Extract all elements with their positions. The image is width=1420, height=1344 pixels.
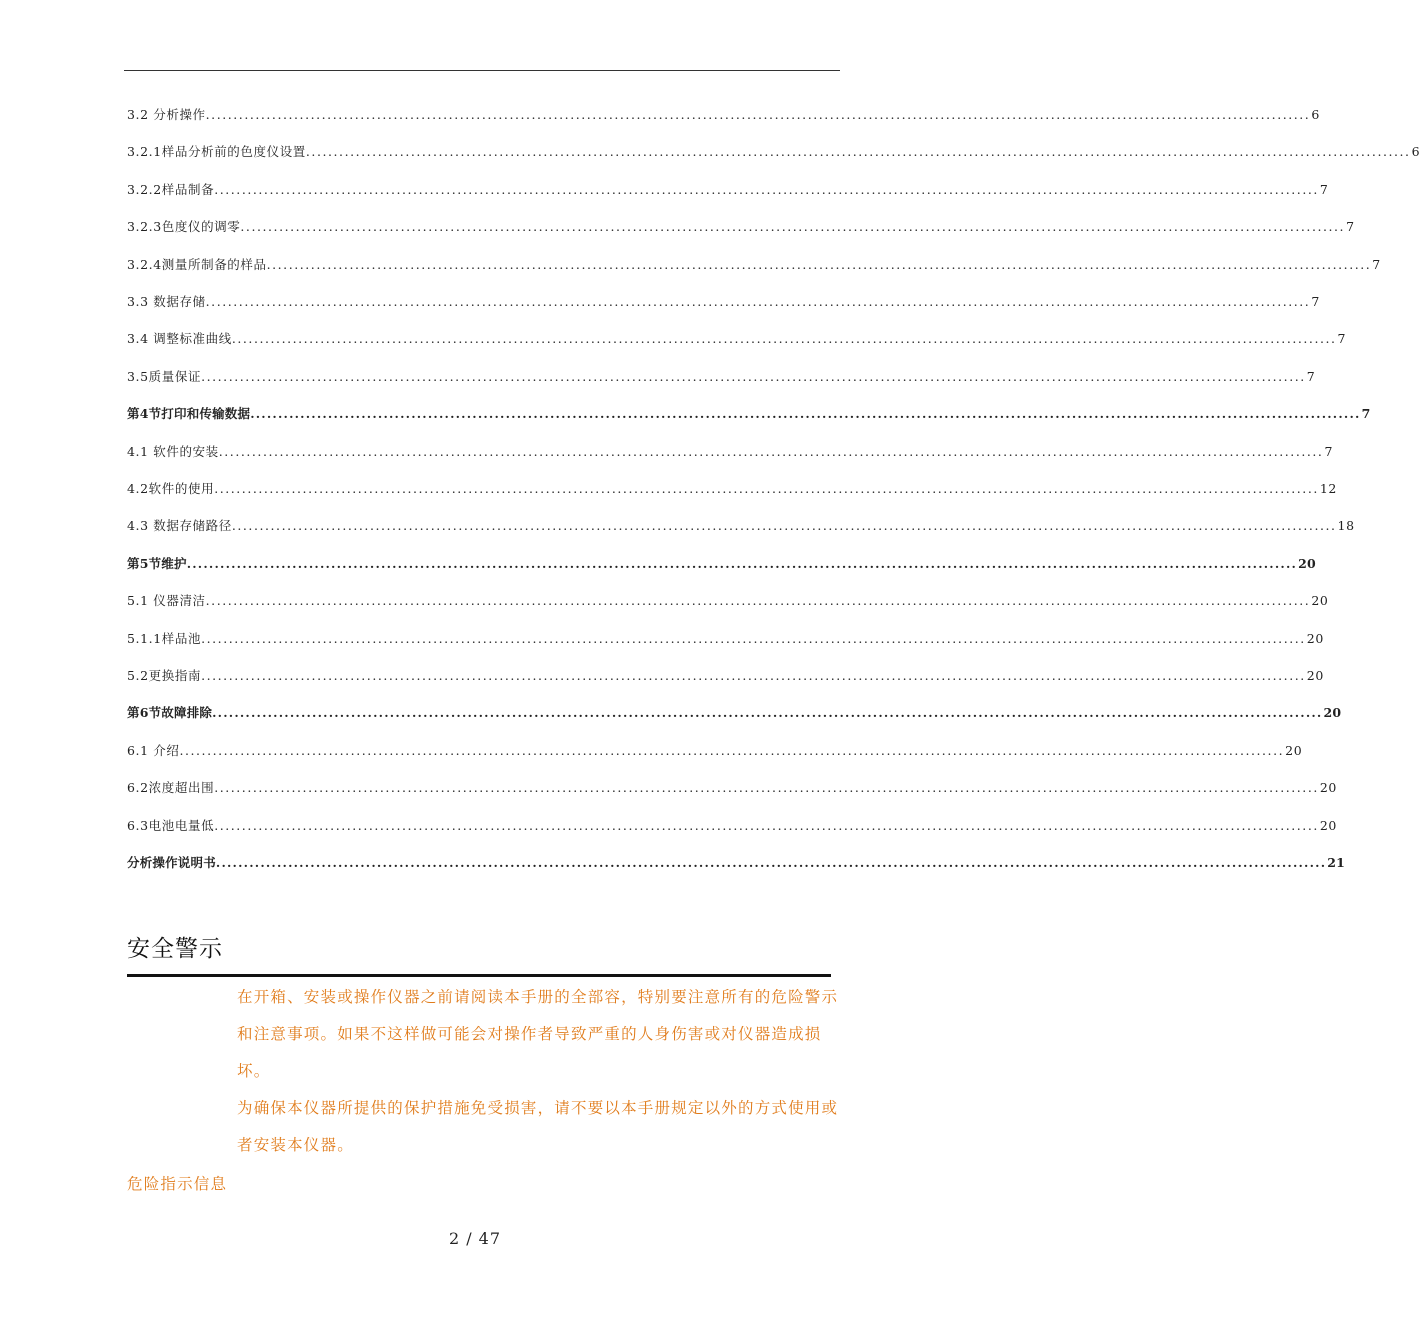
toc-entry-label: 4.2软件的使用 (127, 481, 215, 496)
toc-entry[interactable] (127, 292, 1320, 312)
toc-entry-label: 3.5质量保证 (127, 369, 202, 384)
toc-leader-dots: ........................................................................................................................................................................................................ (201, 369, 1306, 384)
toc-leader-dots: ........................................................................................................................................................................................................ (212, 705, 1323, 720)
toc-leader-dots: ........................................................................................................................................................................................................ (201, 668, 1306, 683)
toc-entry-page-number: 12 (1319, 481, 1337, 496)
toc-entry[interactable] (127, 591, 1329, 611)
toc-leader-dots: ........................................................................................................................................................................................................ (205, 107, 1311, 122)
toc-entry[interactable] (127, 853, 1346, 873)
toc-entry-page-number: 20 (1306, 631, 1324, 646)
toc-entry[interactable] (127, 142, 1420, 162)
header-rule (124, 70, 840, 71)
toc-entry-page-number: 21 (1327, 855, 1346, 870)
toc-entry[interactable] (127, 404, 1371, 424)
toc-entry-page-number: 18 (1337, 518, 1355, 533)
toc-leader-dots: ........................................................................................................................................................................................................ (201, 631, 1306, 646)
toc-entry-label: 3.2 分析操作 (127, 107, 206, 122)
toc-entry[interactable] (127, 516, 1355, 536)
toc-leader-dots: ........................................................................................................................................................................................................ (214, 182, 1319, 197)
toc-entry-label: 6.2浓度超出围 (127, 780, 215, 795)
toc-entry[interactable] (127, 479, 1337, 499)
toc-entry[interactable] (127, 367, 1316, 387)
toc-leader-dots: ........................................................................................................................................................................................................ (305, 144, 1411, 159)
toc-entry[interactable] (127, 105, 1320, 125)
toc-entry[interactable] (127, 329, 1347, 349)
toc-entry[interactable] (127, 217, 1355, 237)
toc-entry-page-number: 20 (1319, 818, 1337, 833)
toc-leader-dots: ........................................................................................................................................................................................................ (215, 855, 1327, 870)
toc-entry-page-number: 20 (1298, 556, 1316, 571)
safety-section-title: 安全警示 (127, 936, 223, 962)
toc-entry[interactable] (127, 629, 1324, 649)
toc-entry[interactable] (127, 741, 1303, 761)
toc-entry-label: 3.2.2样品制备 (127, 182, 215, 197)
toc-leader-dots: ........................................................................................................................................................................................................ (218, 444, 1324, 459)
toc-leader-dots: ........................................................................................................................................................................................................ (240, 219, 1346, 234)
toc-leader-dots: ........................................................................................................................................................................................................ (186, 556, 1298, 571)
warning-line-2: 和注意事项。如果不这样做可能会对操作者导致严重的人身伤害或对仪器造成损 (237, 1025, 822, 1043)
toc-entry-label: 5.1.1样品池 (127, 631, 202, 646)
toc-entry-label: 3.2.1样品分析前的色度仪设置 (127, 144, 306, 159)
toc-entry[interactable] (127, 666, 1324, 686)
toc-leader-dots: ........................................................................................................................................................................................................ (214, 780, 1319, 795)
warning-line-1: 在开箱、安装或操作仪器之前请阅读本手册的全部容，特别要注意所有的危险警示 (237, 988, 839, 1006)
toc-leader-dots: ........................................................................................................................................................................................................ (214, 818, 1319, 833)
toc-entry[interactable] (127, 816, 1337, 836)
toc-entry[interactable] (127, 703, 1342, 723)
warning-line-4: 为确保本仪器所提供的保护措施免受损害，请不要以本手册规定以外的方式使用或 (237, 1099, 839, 1117)
toc-leader-dots: ........................................................................................................................................................................................................ (266, 257, 1372, 272)
warning-line-5: 者安装本仪器。 (237, 1136, 354, 1154)
toc-leader-dots: ........................................................................................................................................................................................................ (231, 518, 1337, 533)
toc-entry-label: 第4节打印和传输数据 (127, 406, 251, 421)
toc-entry-label: 5.1 仪器清洁 (127, 593, 206, 608)
toc-entry[interactable] (127, 255, 1381, 275)
toc-leader-dots: ........................................................................................................................................................................................................ (214, 481, 1319, 496)
safety-section-rule (127, 974, 831, 977)
toc-entry-label: 4.3 数据存储路径 (127, 518, 232, 533)
toc-leader-dots: ........................................................................................................................................................................................................ (179, 743, 1285, 758)
toc-entry-label: 3.2.4测量所制备的样品 (127, 257, 267, 272)
toc-entry-page-number: 20 (1285, 743, 1303, 758)
toc-entry-label: 3.2.3色度仪的调零 (127, 219, 241, 234)
toc-entry-page-number: 6 (1411, 144, 1420, 159)
toc-entry[interactable] (127, 778, 1337, 798)
toc-entry-label: 3.4 调整标准曲线 (127, 331, 232, 346)
toc-entry-page-number: 7 (1337, 331, 1347, 346)
toc-entry-label: 6.3电池电量低 (127, 818, 215, 833)
toc-entry-page-number: 20 (1319, 780, 1337, 795)
toc-entry-label: 6.1 介绍 (127, 743, 180, 758)
toc-entry-label: 分析操作说明书 (127, 855, 216, 870)
toc-entry-page-number: 20 (1306, 668, 1324, 683)
page-number: 2 / 47 (448, 1229, 502, 1248)
toc-leader-dots: ........................................................................................................................................................................................................ (250, 406, 1361, 421)
toc-entry[interactable] (127, 442, 1334, 462)
toc-entry-page-number: 7 (1346, 219, 1355, 234)
danger-indicator-label: 危险指示信息 (127, 1175, 228, 1193)
toc-leader-dots: ........................................................................................................................................................................................................ (205, 593, 1311, 608)
toc-entry-page-number: 7 (1311, 294, 1320, 309)
toc-entry-page-number: 7 (1306, 369, 1316, 384)
warning-line-3: 坏。 (237, 1062, 271, 1080)
toc-leader-dots: ........................................................................................................................................................................................................ (205, 294, 1311, 309)
toc-entry[interactable] (127, 180, 1329, 200)
toc-entry-page-number: 20 (1323, 705, 1342, 720)
toc-entry-page-number: 7 (1372, 257, 1381, 272)
toc-entry-page-number: 7 (1319, 182, 1329, 197)
toc-entry-label: 3.3 数据存储 (127, 294, 206, 309)
toc-leader-dots: ........................................................................................................................................................................................................ (231, 331, 1337, 346)
toc-entry[interactable] (127, 554, 1316, 574)
toc-entry-label: 4.1 软件的安装 (127, 444, 219, 459)
toc-entry-label: 第5节维护 (127, 556, 187, 571)
toc-entry-page-number: 7 (1361, 406, 1371, 421)
toc-entry-label: 第6节故障排除 (127, 705, 213, 720)
toc-entry-label: 5.2更换指南 (127, 668, 202, 683)
toc-entry-page-number: 7 (1324, 444, 1334, 459)
toc-entry-page-number: 6 (1311, 107, 1320, 122)
toc-entry-page-number: 20 (1311, 593, 1329, 608)
